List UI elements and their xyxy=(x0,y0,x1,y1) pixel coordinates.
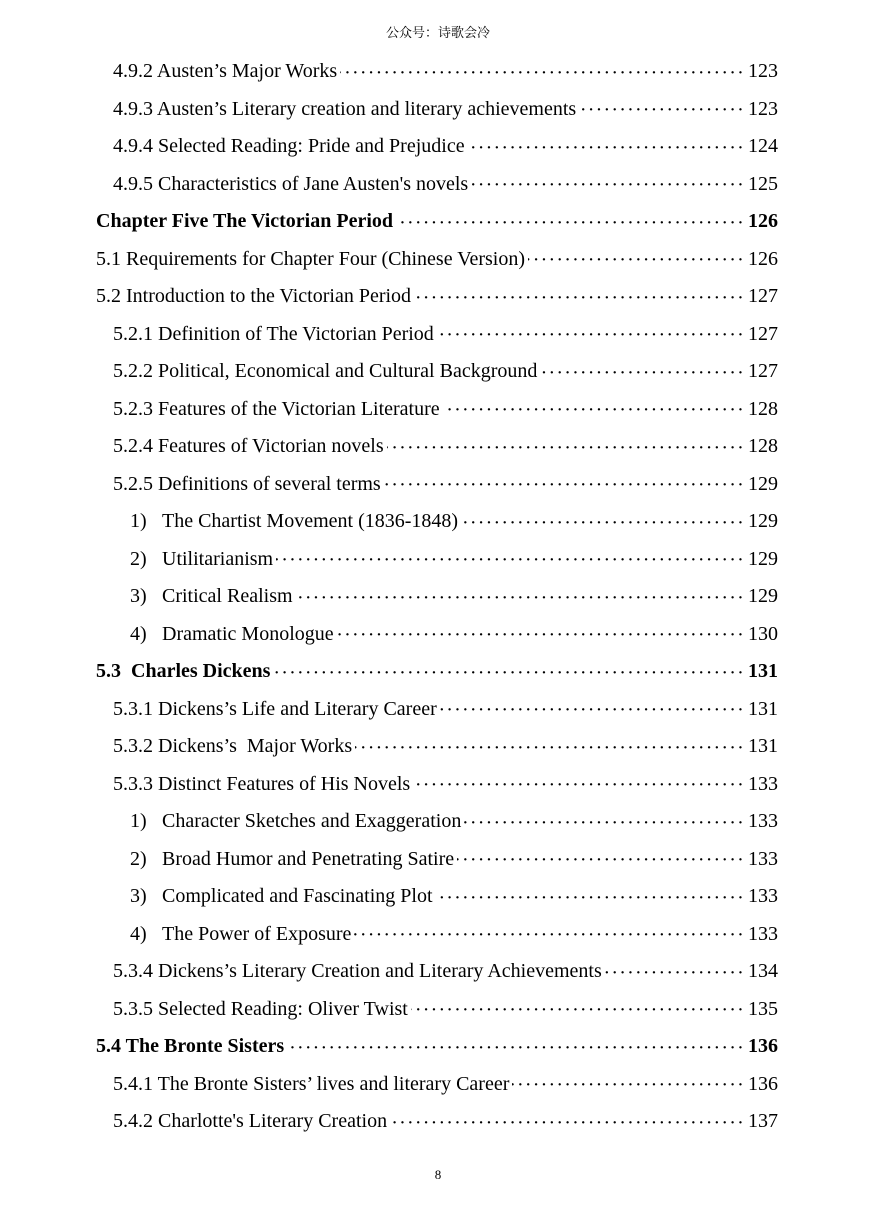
dot-leader xyxy=(276,549,745,569)
toc-entry-page: 136 xyxy=(748,1035,778,1058)
toc-entry-5-3-3 xyxy=(96,766,778,804)
toc-entry-title: 5.3 Charles Dickens xyxy=(96,660,271,683)
toc-entry-5-2-5-3 xyxy=(96,578,778,616)
toc-entry-page: 127 xyxy=(748,360,778,383)
dot-leader xyxy=(296,587,745,607)
toc-entry-title: 5.2.2 Political, Economical and Cultural Background xyxy=(113,360,538,383)
toc-entry-5-2-4 xyxy=(96,428,778,466)
toc-entry-page: 129 xyxy=(748,510,778,533)
dot-leader xyxy=(437,324,745,344)
toc-entry-5-3-5 xyxy=(96,991,778,1029)
page-number: 8 xyxy=(434,1167,442,1182)
toc-entry-title: 5.1 Requirements for Chapter Four (Chinese Version) xyxy=(96,247,525,270)
toc-entry-number: 2) xyxy=(130,847,147,870)
toc-entry-5-4 xyxy=(96,1028,778,1066)
dot-leader xyxy=(414,287,745,307)
toc-entry-number: 2) xyxy=(130,547,147,570)
toc-entry-5-3 xyxy=(96,653,778,691)
toc-entry-page: 130 xyxy=(748,622,778,645)
dot-leader xyxy=(440,699,745,719)
dot-leader xyxy=(443,399,745,419)
toc-entry-page: 123 xyxy=(748,60,778,83)
dot-leader xyxy=(605,962,745,982)
toc-entry-title: 5.3.2 Dickens’s Major Works xyxy=(113,735,353,758)
dot-leader xyxy=(387,437,745,457)
toc-entry-title: 5.4 The Bronte Sisters xyxy=(96,1035,285,1058)
toc-entry-title: Broad Humor and Penetrating Satire xyxy=(162,847,455,870)
toc-entry-5-4-2 xyxy=(96,1103,778,1141)
toc-entry-page: 128 xyxy=(748,435,778,458)
toc-entry-title: Dramatic Monologue xyxy=(162,622,334,645)
toc-entry-page: 124 xyxy=(748,135,778,158)
dot-leader xyxy=(273,662,745,682)
toc-entry-5-1 xyxy=(96,241,778,279)
dot-leader xyxy=(461,512,745,532)
toc-entry-page: 123 xyxy=(748,97,778,120)
toc-entry-chapter-five xyxy=(96,203,778,241)
toc-entry-5-3-3-2 xyxy=(96,841,778,879)
toc-entry-page: 127 xyxy=(748,285,778,308)
toc-entry-title: The Power of Exposure xyxy=(162,922,352,945)
toc-entry-5-2-1 xyxy=(96,316,778,354)
toc-entry-page: 133 xyxy=(748,810,778,833)
toc-entry-page: 129 xyxy=(748,472,778,495)
toc-entry-5-3-3-3 xyxy=(96,878,778,916)
toc-entry-4-9-4 xyxy=(96,128,778,166)
toc-entry-5-2 xyxy=(96,278,778,316)
dot-leader xyxy=(396,212,745,232)
toc-entry-5-2-5-2 xyxy=(96,541,778,579)
dot-leader xyxy=(457,849,745,869)
dot-leader xyxy=(464,812,745,832)
toc-entry-5-2-5 xyxy=(96,466,778,504)
toc-entry-title: 4.9.4 Selected Reading: Pride and Prejudice xyxy=(113,135,465,158)
toc-entry-title: 5.2.5 Definitions of several terms xyxy=(113,472,381,495)
toc-entry-title: Chapter Five The Victorian Period xyxy=(96,210,394,233)
toc-entry-page: 126 xyxy=(748,247,778,270)
dot-leader xyxy=(384,474,745,494)
table-of-contents xyxy=(96,53,778,1141)
dot-leader xyxy=(540,362,745,382)
toc-entry-page: 133 xyxy=(748,772,778,795)
toc-entry-title: Critical Realism xyxy=(162,585,293,608)
toc-entry-number: 4) xyxy=(130,922,147,945)
toc-entry-page: 134 xyxy=(748,960,778,983)
toc-entry-number: 3) xyxy=(130,585,147,608)
toc-entry-number: 1) xyxy=(130,510,147,533)
dot-leader xyxy=(512,1074,745,1094)
toc-entry-page: 127 xyxy=(748,322,778,345)
toc-entry-page: 125 xyxy=(748,172,778,195)
dot-leader xyxy=(413,774,745,794)
toc-entry-5-2-5-4 xyxy=(96,616,778,654)
toc-entry-page: 131 xyxy=(748,735,778,758)
dot-leader xyxy=(287,1037,745,1057)
toc-entry-5-2-5-1 xyxy=(96,503,778,541)
toc-entry-page: 131 xyxy=(748,697,778,720)
dot-leader xyxy=(340,62,745,82)
toc-entry-title: 4.9.3 Austen’s Literary creation and literary achievements xyxy=(113,97,577,120)
dot-leader xyxy=(471,174,745,194)
toc-entry-page: 133 xyxy=(748,885,778,908)
toc-entry-number: 1) xyxy=(130,810,147,833)
toc-entry-5-3-3-4 xyxy=(96,916,778,954)
toc-entry-page: 133 xyxy=(748,922,778,945)
toc-entry-5-3-4 xyxy=(96,953,778,991)
toc-entry-number: 4) xyxy=(130,622,147,645)
toc-entry-page: 128 xyxy=(748,397,778,420)
toc-entry-4-9-3 xyxy=(96,91,778,129)
toc-entry-5-4-1 xyxy=(96,1066,778,1104)
toc-entry-number: 3) xyxy=(130,885,147,908)
toc-entry-title: 5.2.4 Features of Victorian novels xyxy=(113,435,384,458)
toc-entry-page: 126 xyxy=(748,210,778,233)
toc-entry-title: 4.9.2 Austen’s Major Works xyxy=(113,60,338,83)
toc-entry-5-3-1 xyxy=(96,691,778,729)
dot-leader xyxy=(411,999,745,1019)
toc-entry-5-2-2 xyxy=(96,353,778,391)
toc-entry-title: 5.3.3 Distinct Features of His Novels xyxy=(113,772,411,795)
toc-entry-title: 5.3.5 Selected Reading: Oliver Twist xyxy=(113,997,408,1020)
dot-leader xyxy=(468,137,745,157)
toc-entry-title: The Chartist Movement (1836-1848) xyxy=(162,510,459,533)
toc-entry-4-9-5 xyxy=(96,166,778,204)
toc-entry-title: 5.2 Introduction to the Victorian Period xyxy=(96,285,412,308)
toc-entry-4-9-2 xyxy=(96,53,778,91)
dot-leader xyxy=(337,624,745,644)
toc-entry-title: 5.4.2 Charlotte's Literary Creation xyxy=(113,1110,388,1133)
toc-entry-title: 5.2.3 Features of the Victorian Literature xyxy=(113,397,440,420)
toc-entry-title: 5.4.1 The Bronte Sisters’ lives and literary Career xyxy=(113,1072,510,1095)
toc-entry-5-3-2 xyxy=(96,728,778,766)
dot-leader xyxy=(354,924,745,944)
dot-leader xyxy=(579,99,745,119)
toc-entry-title: 4.9.5 Characteristics of Jane Austen's novels xyxy=(113,172,469,195)
toc-entry-page: 136 xyxy=(748,1072,778,1095)
toc-entry-page: 129 xyxy=(748,585,778,608)
toc-entry-title: Complicated and Fascinating Plot xyxy=(162,885,433,908)
toc-entry-title: 5.3.4 Dickens’s Literary Creation and Literary Achievements xyxy=(113,960,602,983)
page-header: 公众号：诗歌会冷 xyxy=(385,26,490,41)
toc-entry-title: 5.3.1 Dickens’s Life and Literary Career xyxy=(113,697,437,720)
toc-entry-page: 137 xyxy=(748,1110,778,1133)
toc-entry-page: 129 xyxy=(748,547,778,570)
toc-entry-5-3-3-1 xyxy=(96,803,778,841)
toc-entry-5-2-3 xyxy=(96,391,778,429)
dot-leader xyxy=(528,249,745,269)
dot-leader xyxy=(390,1112,745,1132)
toc-entry-page: 135 xyxy=(748,997,778,1020)
toc-entry-title: 5.2.1 Definition of The Victorian Period xyxy=(113,322,434,345)
dot-leader xyxy=(355,737,745,757)
toc-entry-title: Character Sketches and Exaggeration xyxy=(162,810,462,833)
dot-leader xyxy=(436,887,745,907)
toc-entry-page: 133 xyxy=(748,847,778,870)
toc-entry-title: Utilitarianism xyxy=(162,547,274,570)
toc-entry-page: 131 xyxy=(748,660,778,683)
